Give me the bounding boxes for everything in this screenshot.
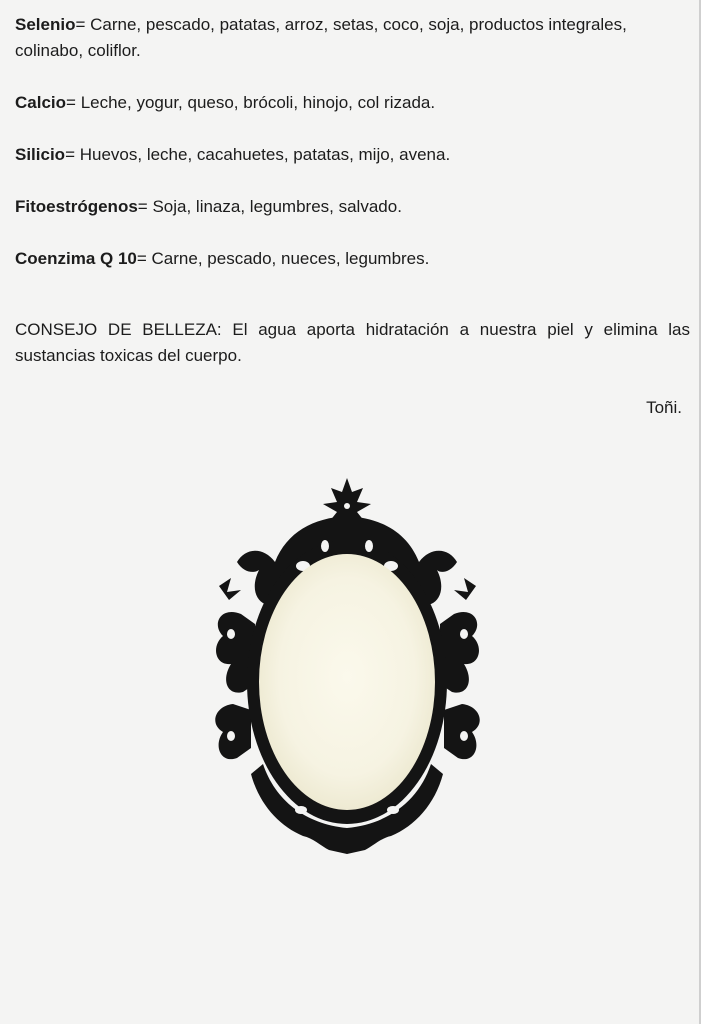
nutrient-fitoestrogenos [15,194,685,220]
nutrient-coenzima-q10 [15,246,685,272]
mirror-glass [259,554,435,810]
nutrient-name: Silicio [15,145,66,164]
nutrient-separator: = [65,145,80,164]
nutrient-name: Fitoestrógenos [15,197,138,216]
nutrient-foods: Leche, yogur, queso, brócoli, hinojo, col rizada. [80,93,436,112]
nutrient-calcio [15,90,685,116]
nutrient-separator: = [75,15,91,34]
signature: Toñi. [646,398,682,417]
nutrient-name: Selenio [15,15,76,34]
nutrient-name: Coenzima Q 10 [15,249,137,268]
nutrient-name: Calcio [15,93,67,112]
ornate-mirror-image [205,474,490,854]
beauty-advice: CONSEJO DE BELLEZA: El agua aporta hidratación a nuestra piel y elimina las sustancias toxicas del cuerpo. [15,320,690,365]
nutrient-list [15,12,685,298]
nutrient-foods: Huevos, leche, cacahuetes, patatas, mijo, avena. [79,145,451,164]
nutrient-foods: Carne, pescado, patatas, arroz, setas, coco, soja, productos integrales, colinabo, coliflor. [15,15,627,60]
nutrient-separator: = [136,249,152,268]
nutrient-selenio [15,12,685,64]
nutrient-foods: Carne, pescado, nueces, legumbres. [151,249,430,268]
nutrient-separator: = [66,93,81,112]
nutrient-foods: Soja, linaza, legumbres, salvado. [152,197,402,216]
nutrient-separator: = [137,197,153,216]
nutrient-silicio [15,142,685,168]
